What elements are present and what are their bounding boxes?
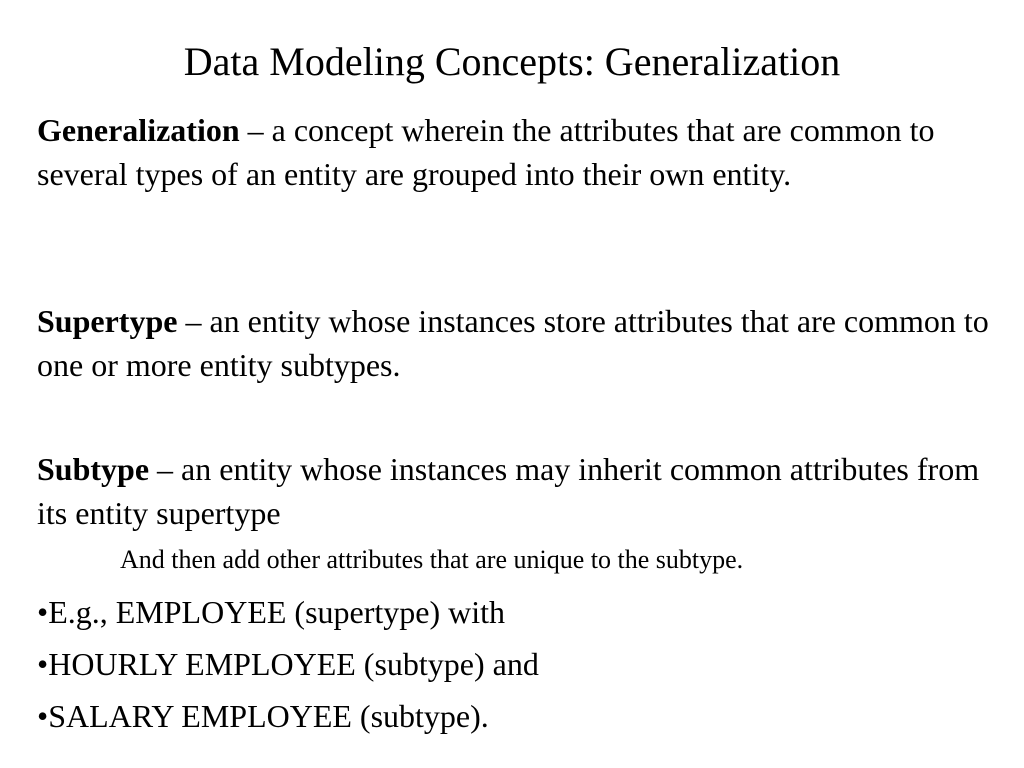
slide-title: Data Modeling Concepts: Generalization — [183, 39, 841, 84]
definition-text: – a concept wherein the attributes that are common to several types of an entity are grouped into their own entity. — [37, 112, 935, 192]
definition-text: – an entity whose instances may inherit common attributes from its entity supertype — [37, 451, 980, 531]
subtype-note: And then add other attributes that are unique to the subtype. — [120, 545, 744, 574]
definition-supertype — [37, 299, 997, 387]
definition-text: – an entity whose instances store attributes that are common to one or more entity subtypes. — [37, 303, 989, 383]
definition-term: Generalization — [37, 112, 240, 148]
example-bullet-list — [37, 586, 539, 742]
definition-term: Supertype — [37, 303, 178, 339]
definition-subtype — [37, 447, 997, 535]
definition-generalization — [37, 108, 997, 196]
definition-term: Subtype — [37, 451, 150, 487]
bullet-item: •HOURLY EMPLOYEE (subtype) and — [37, 646, 539, 682]
bullet-item: •E.g., EMPLOYEE (supertype) with — [37, 594, 506, 630]
bullet-item: •SALARY EMPLOYEE (subtype). — [37, 698, 489, 734]
